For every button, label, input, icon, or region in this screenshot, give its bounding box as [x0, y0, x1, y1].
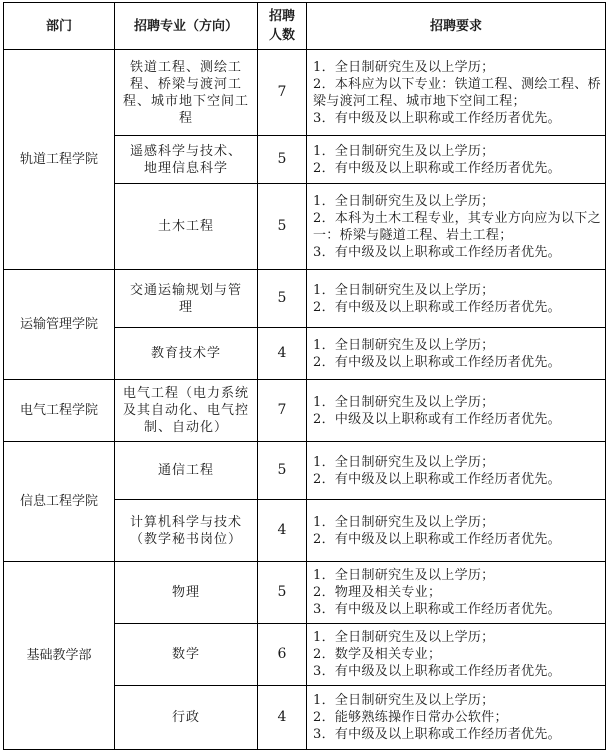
- requirements-cell: [307, 50, 606, 136]
- requirement-line: 1．全日制研究生及以上学历；: [313, 337, 495, 353]
- requirements-cell: [307, 562, 606, 624]
- count-cell: 4: [258, 328, 307, 380]
- requirement-line: 1．全日制研究生及以上学历；: [313, 454, 495, 470]
- major-cell: 物理: [115, 562, 258, 624]
- requirements-cell: [307, 136, 606, 184]
- count-cell: 5: [258, 270, 307, 328]
- requirement-line: 2．数学及相关专业；: [313, 647, 442, 662]
- requirement-line: 1．全日制研究生及以上学历；: [313, 568, 495, 583]
- requirement-line: 2．有中级及以上职称或工作经历者优先。: [313, 160, 561, 176]
- requirement-line: 1．全日制研究生及以上学历；: [313, 193, 495, 209]
- count-cell: 5: [258, 136, 307, 184]
- major-cell: 遥感科学与技术、地理信息科学: [115, 136, 258, 184]
- table-row: [4, 50, 606, 136]
- requirement-line: 2．有中级及以上职称或工作经历者优先。: [313, 531, 561, 547]
- requirements-cell: [307, 500, 606, 562]
- dept-cell: 运输管理学院: [4, 270, 115, 380]
- count-cell: 7: [258, 380, 307, 442]
- requirement-line: 2．本科应为以下专业：铁道工程、测绘工程、桥梁与渡河工程、城市地下空间工程；: [313, 76, 601, 109]
- header-requirements: 招聘要求: [307, 3, 606, 50]
- table-row: [4, 380, 606, 442]
- dept-cell: 电气工程学院: [4, 380, 115, 442]
- major-cell: 交通运输规划与管理: [115, 270, 258, 328]
- requirement-line: 1．全日制研究生及以上学历；: [313, 630, 495, 645]
- count-cell: 6: [258, 624, 307, 686]
- requirements-cell: [307, 442, 606, 500]
- requirement-line: 2．有中级及以上职称或工作经历者优先。: [313, 354, 561, 370]
- major-cell: 电气工程（电力系统及其自动化、电气控制、自动化）: [115, 380, 258, 442]
- count-cell: 5: [258, 184, 307, 270]
- requirement-line: 2．物理及相关专业；: [313, 585, 442, 600]
- header-count: 招聘 人数: [258, 3, 307, 50]
- dept-cell: 信息工程学院: [4, 442, 115, 562]
- count-cell: 7: [258, 50, 307, 136]
- requirements-cell: [307, 380, 606, 442]
- requirement-line: 2．能够熟练操作日常办公软件；: [313, 710, 508, 725]
- requirement-line: 3．有中级及以上职称或工作经历者优先。: [313, 244, 561, 260]
- requirement-line: 1．全日制研究生及以上学历；: [313, 514, 495, 530]
- requirement-line: 3．有中级及以上职称或工作经历者优先。: [313, 664, 561, 679]
- requirement-line: 2．有中级及以上职称或工作经历者优先。: [313, 471, 561, 487]
- table-row: [4, 562, 606, 624]
- requirement-line: 2．中级及以上职称或有工作经历者优先。: [313, 411, 561, 427]
- requirement-line: 1．全日制研究生及以上学历；: [313, 59, 495, 75]
- requirement-line: 3．有中级及以上职称或工作经历者优先。: [313, 727, 561, 742]
- major-cell: 铁道工程、测绘工程、桥梁与渡河工程、城市地下空间工程: [115, 50, 258, 136]
- table-row: [4, 270, 606, 328]
- requirements-cell: [307, 624, 606, 686]
- requirements-cell: [307, 686, 606, 750]
- count-cell: 5: [258, 562, 307, 624]
- requirements-cell: [307, 270, 606, 328]
- requirement-line: 2．本科为土木工程专业，其专业方向应为以下之一：桥梁与隧道工程、岩土工程；: [313, 210, 601, 243]
- major-cell: 土木工程: [115, 184, 258, 270]
- table-body: [4, 50, 606, 750]
- dept-cell: 轨道工程学院: [4, 50, 115, 270]
- major-cell: 教育技术学: [115, 328, 258, 380]
- requirements-cell: [307, 328, 606, 380]
- requirement-line: 2．有中级及以上职称或工作经历者优先。: [313, 299, 561, 315]
- major-cell: 通信工程: [115, 442, 258, 500]
- requirement-line: 1．全日制研究生及以上学历；: [313, 394, 495, 410]
- count-cell: 5: [258, 442, 307, 500]
- header-major: 招聘专业（方向）: [115, 3, 258, 50]
- recruitment-table: [3, 2, 606, 750]
- count-cell: 4: [258, 500, 307, 562]
- requirement-line: 1．全日制研究生及以上学历；: [313, 143, 495, 159]
- dept-cell: 基础教学部: [4, 562, 115, 750]
- major-cell: 计算机科学与技术（教学秘书岗位）: [115, 500, 258, 562]
- requirement-line: 1．全日制研究生及以上学历；: [313, 282, 495, 298]
- requirement-line: 3．有中级及以上职称或工作经历者优先。: [313, 110, 561, 126]
- count-cell: 4: [258, 686, 307, 750]
- major-cell: 数学: [115, 624, 258, 686]
- major-cell: 行政: [115, 686, 258, 750]
- requirement-line: 1．全日制研究生及以上学历；: [313, 693, 495, 708]
- header-dept: 部门: [4, 3, 115, 50]
- header-row: [4, 3, 606, 50]
- requirement-line: 3．有中级及以上职称或工作经历者优先。: [313, 602, 561, 617]
- table-row: [4, 442, 606, 500]
- requirements-cell: [307, 184, 606, 270]
